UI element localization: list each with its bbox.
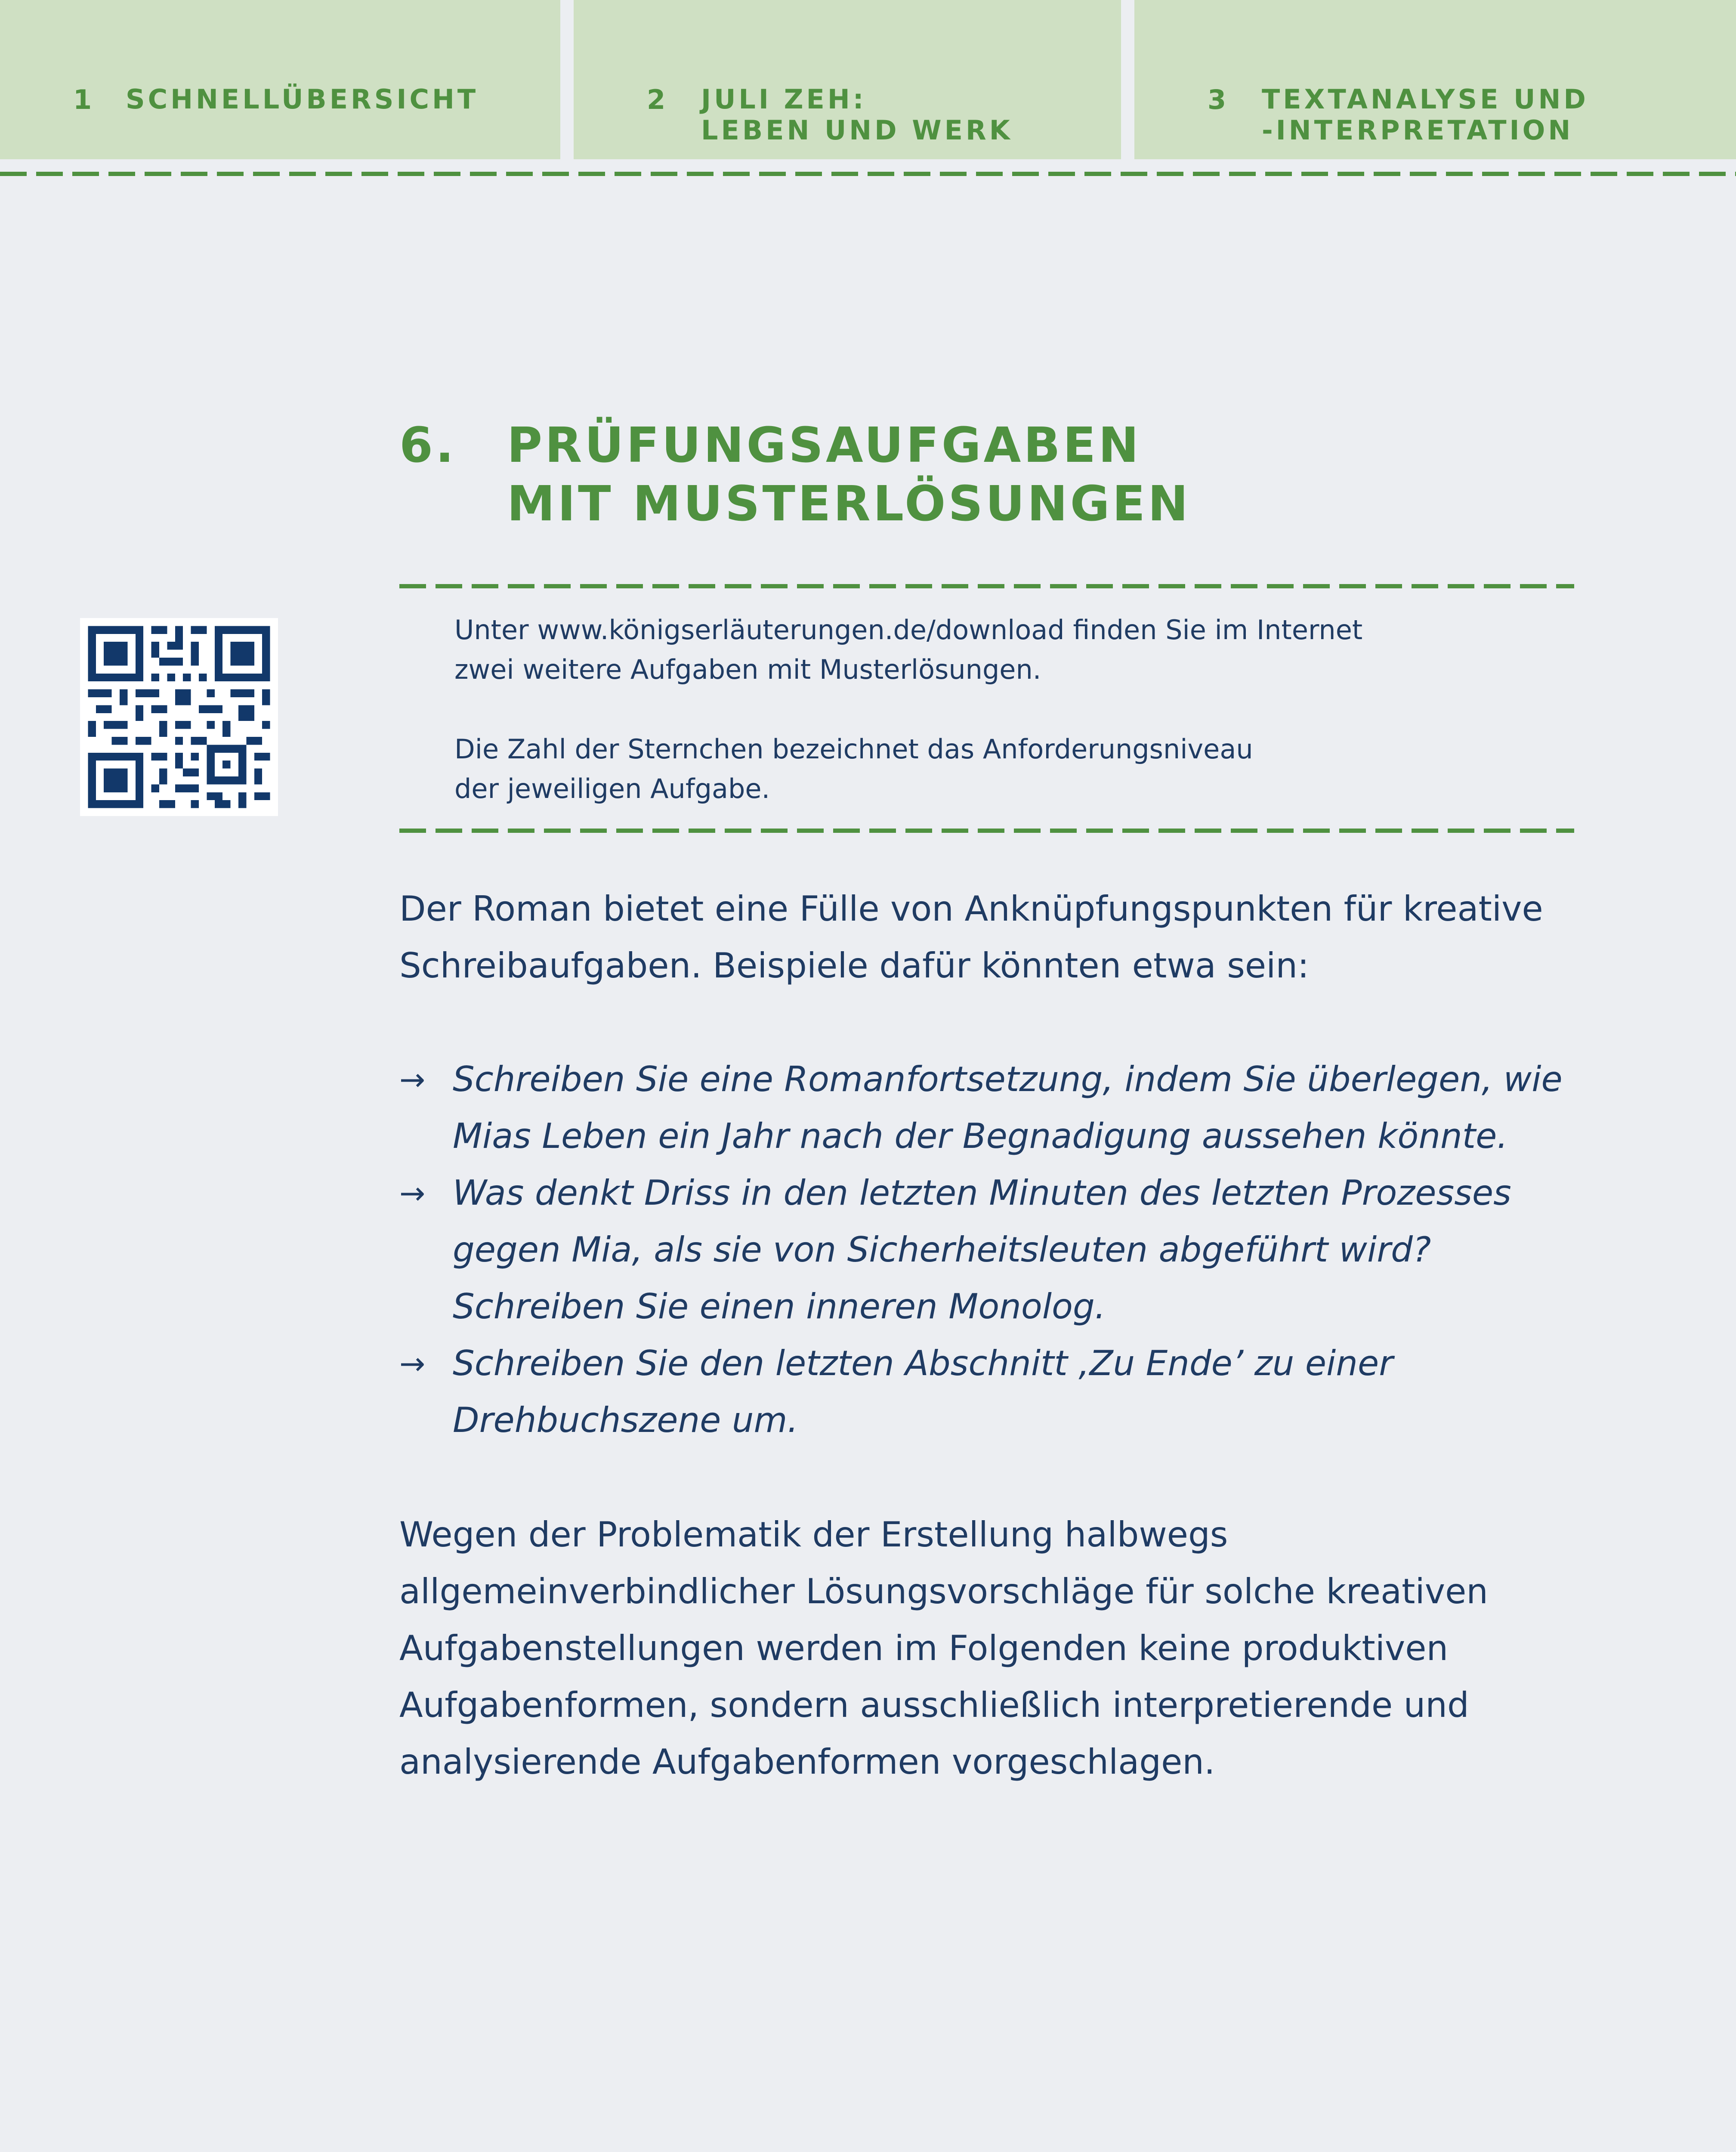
list-item [399, 1051, 1578, 1165]
info-line: der jeweiligen Aufgabe. [454, 773, 770, 804]
info-line: Unter www.königserläuterungen.de/download finden Sie im Internet [454, 614, 1363, 646]
tab-label-line: TEXTANALYSE UND [1262, 83, 1589, 115]
chapter-title-line: MIT MUSTERLÖSUNGEN [507, 476, 1191, 532]
intro-paragraph: Der Roman bietet eine Fülle von Anknüpfungspunkten für kreative Schreibaufgaben. Beispiele dafür könnten etwa sein: [399, 889, 1543, 986]
arrow-right-icon: → [399, 1061, 426, 1098]
list-item-text: Was denkt Driss in den letzten Minuten des letzten Prozesses gegen Mia, als sie von Sicherheitsleuten abgeführt wird? Schreiben Sie einen inneren Monolog. [453, 1173, 1511, 1326]
info-box-divider-top [399, 584, 1574, 588]
tab-label-line: SCHNELLÜBERSICHT [126, 83, 479, 115]
arrow-right-icon: → [399, 1175, 426, 1211]
tab-label-line: LEBEN UND WERK [701, 114, 1013, 146]
arrow-right-icon: → [399, 1345, 426, 1382]
chapter-title-line: PRÜFUNGSAUFGABEN [507, 417, 1141, 473]
tab-label [701, 84, 1013, 146]
tab-textanalyse[interactable] [1134, 0, 1736, 159]
tab-label [126, 84, 479, 115]
info-download-text [454, 610, 1573, 690]
info-difficulty-text [454, 730, 1573, 809]
header-divider [0, 172, 1736, 176]
tab-schnelluebersicht[interactable] [0, 0, 560, 159]
tab-number: 3 [1208, 84, 1229, 115]
qr-code-graphic [80, 618, 278, 816]
closing-paragraph: Wegen der Problematik der Erstellung halbwegs allgemeinverbindlicher Lösungsvorschläge für solche kreativen Aufgabenstellungen werden im Folgenden keine produktiven Aufgabenformen, sondern ausschließlich interpretierende und analysierende Aufgabenformen vorgeschlagen. [399, 1515, 1488, 1782]
info-line: Die Zahl der Sternchen bezeichnet das Anforderungsniveau [454, 733, 1253, 765]
list-item [399, 1165, 1578, 1335]
list-item-text: Schreiben Sie den letzten Abschnitt ‚Zu Ende’ zu einer Drehbuchszene um. [453, 1343, 1393, 1440]
chapter-number: 6. [399, 417, 457, 473]
list-item [399, 1335, 1578, 1449]
chapter-navigation [0, 0, 1736, 159]
tab-number: 1 [73, 84, 95, 115]
tab-label-line: -INTERPRETATION [1262, 114, 1574, 146]
info-box-divider-bottom [399, 829, 1574, 833]
tab-leben-und-werk[interactable] [574, 0, 1121, 159]
list-item-text: Schreiben Sie eine Romanfortsetzung, indem Sie überlegen, wie Mias Leben ein Jahr nach der Begnadigung aussehen könnte. [453, 1059, 1563, 1156]
info-line: zwei weitere Aufgaben mit Musterlösungen. [454, 654, 1041, 685]
tab-label-line: JULI ZEH: [701, 83, 867, 115]
task-list [399, 1051, 1578, 1449]
tab-label [1262, 84, 1589, 146]
tab-number: 2 [647, 84, 669, 115]
qr-code-icon[interactable] [80, 618, 278, 816]
